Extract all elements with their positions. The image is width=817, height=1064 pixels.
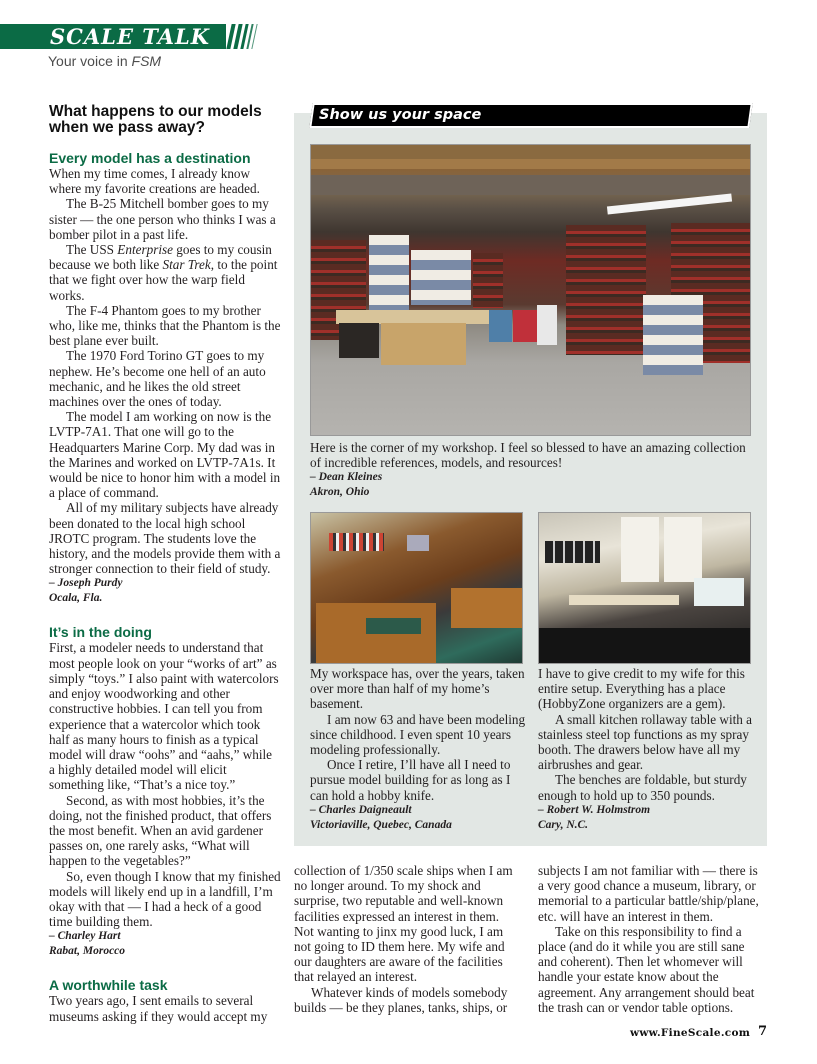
caption-author: – Charles Daigneault: [310, 803, 412, 816]
letter-heading: Every model has a destination: [49, 150, 251, 166]
caption-text: Once I retire, I’ll have all I need to pursue model building for as long as I can hold a hobby knife.: [310, 757, 511, 803]
workshop-photo-desk: [310, 512, 523, 664]
paragraph: So, even though I know that my finished models will likely end up in a landfill, I’m okay with that — I had a heck of a good time building them.: [49, 868, 281, 930]
paragraph: The USS Enterprise goes to my cousin because we both like Star Trek, to the point that we fight over how the warp field works.: [49, 242, 278, 303]
paragraph: The F-4 Phantom goes to my brother who, like me, thinks that the Phantom is the best plane ever built.: [49, 302, 281, 349]
caption-author: – Robert W. Holmstrom: [538, 803, 651, 816]
caption-text: The benches are foldable, but sturdy enough to hold up to 350 pounds.: [538, 772, 747, 803]
paragraph: First, a modeler needs to understand that most people look on your “works of art” as simply “toys.” I also paint with watercolors and enjoy woodworking and other constructive hobbies. I can tell you from experience that a watercolor which took half as many hours to finish as a typical model will draw “oohs” and “aahs,” while a highly detailed model will elicit something like, “That’s a nice toy.”: [49, 640, 279, 793]
paragraph: Take on this responsibility to find a place (and do it while you are still sane and coherent). Then let whomever will handle your estate know about the agreement. Any arrangement should beat the trash can or vendor table options.: [538, 923, 755, 1015]
section-title: SCALE TALK: [50, 24, 211, 49]
photo-caption: [538, 666, 756, 833]
photo-caption: [310, 666, 528, 833]
banner-stripes-decoration: [226, 24, 260, 49]
paragraph: Second, as with most hobbies, it’s the doing, not the finished product, that offers the most benefit. When an avid gardener passes on, one rarely asks, “What will happen to the vegetables?”: [49, 792, 272, 869]
caption-text: A small kitchen rollaway table with a stainless steel top functions as my spray booth. The drawers below have all my airbrushes and gear.: [538, 711, 753, 773]
paragraph: The B-25 Mitchell bomber goes to my sister — the one person who thinks I was a bomber pilot in a past life.: [49, 196, 276, 242]
paragraph: The model I am working on now is the LVTP-7A1. That one will go to the Headquarters Marine Corp. My dad was in the Marines and worked on LVTP-7A1s. It would be nice to honor him with a model in a place of command.: [49, 409, 281, 501]
paragraph: When my time comes, I already know where my favorite creations are headed.: [49, 166, 260, 197]
footer-website: www.FineScale.com: [630, 1027, 751, 1039]
paragraph: The 1970 Ford Torino GT goes to my nephew. He’s become one hell of an auto mechanic, and he likes the old street machines over the ones of today.: [49, 348, 266, 410]
workshop-photo-bench: [538, 512, 751, 664]
paragraph: subjects I am not familiar with — there is a very good chance a museum, library, or memorial to a particular battle/ship/plane, etc. will have an interest in them.: [538, 863, 759, 924]
article-column-1: [49, 104, 281, 1024]
letter-author: – Joseph Purdy: [49, 577, 123, 590]
caption-location: Cary, N.C.: [538, 818, 589, 831]
letter-heading: It’s in the doing: [49, 624, 152, 641]
caption-location: Akron, Ohio: [310, 486, 370, 499]
article-column-2: [294, 863, 519, 1015]
letter-location: Ocala, Fla.: [49, 592, 103, 605]
letter-body: [49, 640, 281, 929]
section-subtitle: Your voice in FSM: [48, 53, 162, 69]
caption-text: Here is the corner of my workshop. I feel so blessed to have an amazing collection of incredible references, models, and resources!: [310, 440, 746, 471]
letter-author: – Charley Hart: [49, 930, 121, 943]
photo-caption: [310, 440, 755, 500]
caption-author: – Dean Kleines: [310, 471, 383, 484]
page-number: 7: [758, 1024, 768, 1039]
sidebar-title: Show us your space: [319, 107, 482, 123]
section-banner: [0, 24, 258, 49]
caption-text: I have to give credit to my wife for this entire setup. Everything has a place (HobbyZone organizers are a gem).: [538, 666, 745, 712]
letter-body: [49, 166, 281, 576]
letter-body: [49, 993, 281, 1023]
letter-location: Rabat, Morocco: [49, 945, 126, 958]
paragraph: Whatever kinds of models somebody builds — be they planes, tanks, ships, or: [294, 984, 508, 1015]
paragraph: collection of 1/350 scale ships when I am no longer around. To my shock and surprise, two reputable and well-known facilities expressed an interest in them. Not wanting to jinx my good luck, I am not going to ID them here. My wife and our daughters are aware of the facilities that relayed an interest.: [294, 863, 513, 985]
article-column-3: [538, 863, 763, 1015]
caption-location: Victoriaville, Quebec, Canada: [310, 818, 452, 831]
article-heading: What happens to our models when we pass away?: [49, 103, 262, 136]
paragraph: Two years ago, I sent emails to several museums asking if they would accept my: [49, 993, 268, 1024]
caption-text: My workspace has, over the years, taken over more than half of my home’s basement.: [310, 666, 525, 712]
caption-text: I am now 63 and have been modeling since childhood. I even spent 10 years modeling professionally.: [310, 711, 526, 758]
workshop-photo-main: [310, 144, 751, 436]
letter-heading: A worthwhile task: [49, 977, 168, 994]
paragraph: All of my military subjects have already been donated to the local high school JROTC program. The students love the history, and the models provide them with a stronger connection to their field of study.: [49, 500, 281, 577]
